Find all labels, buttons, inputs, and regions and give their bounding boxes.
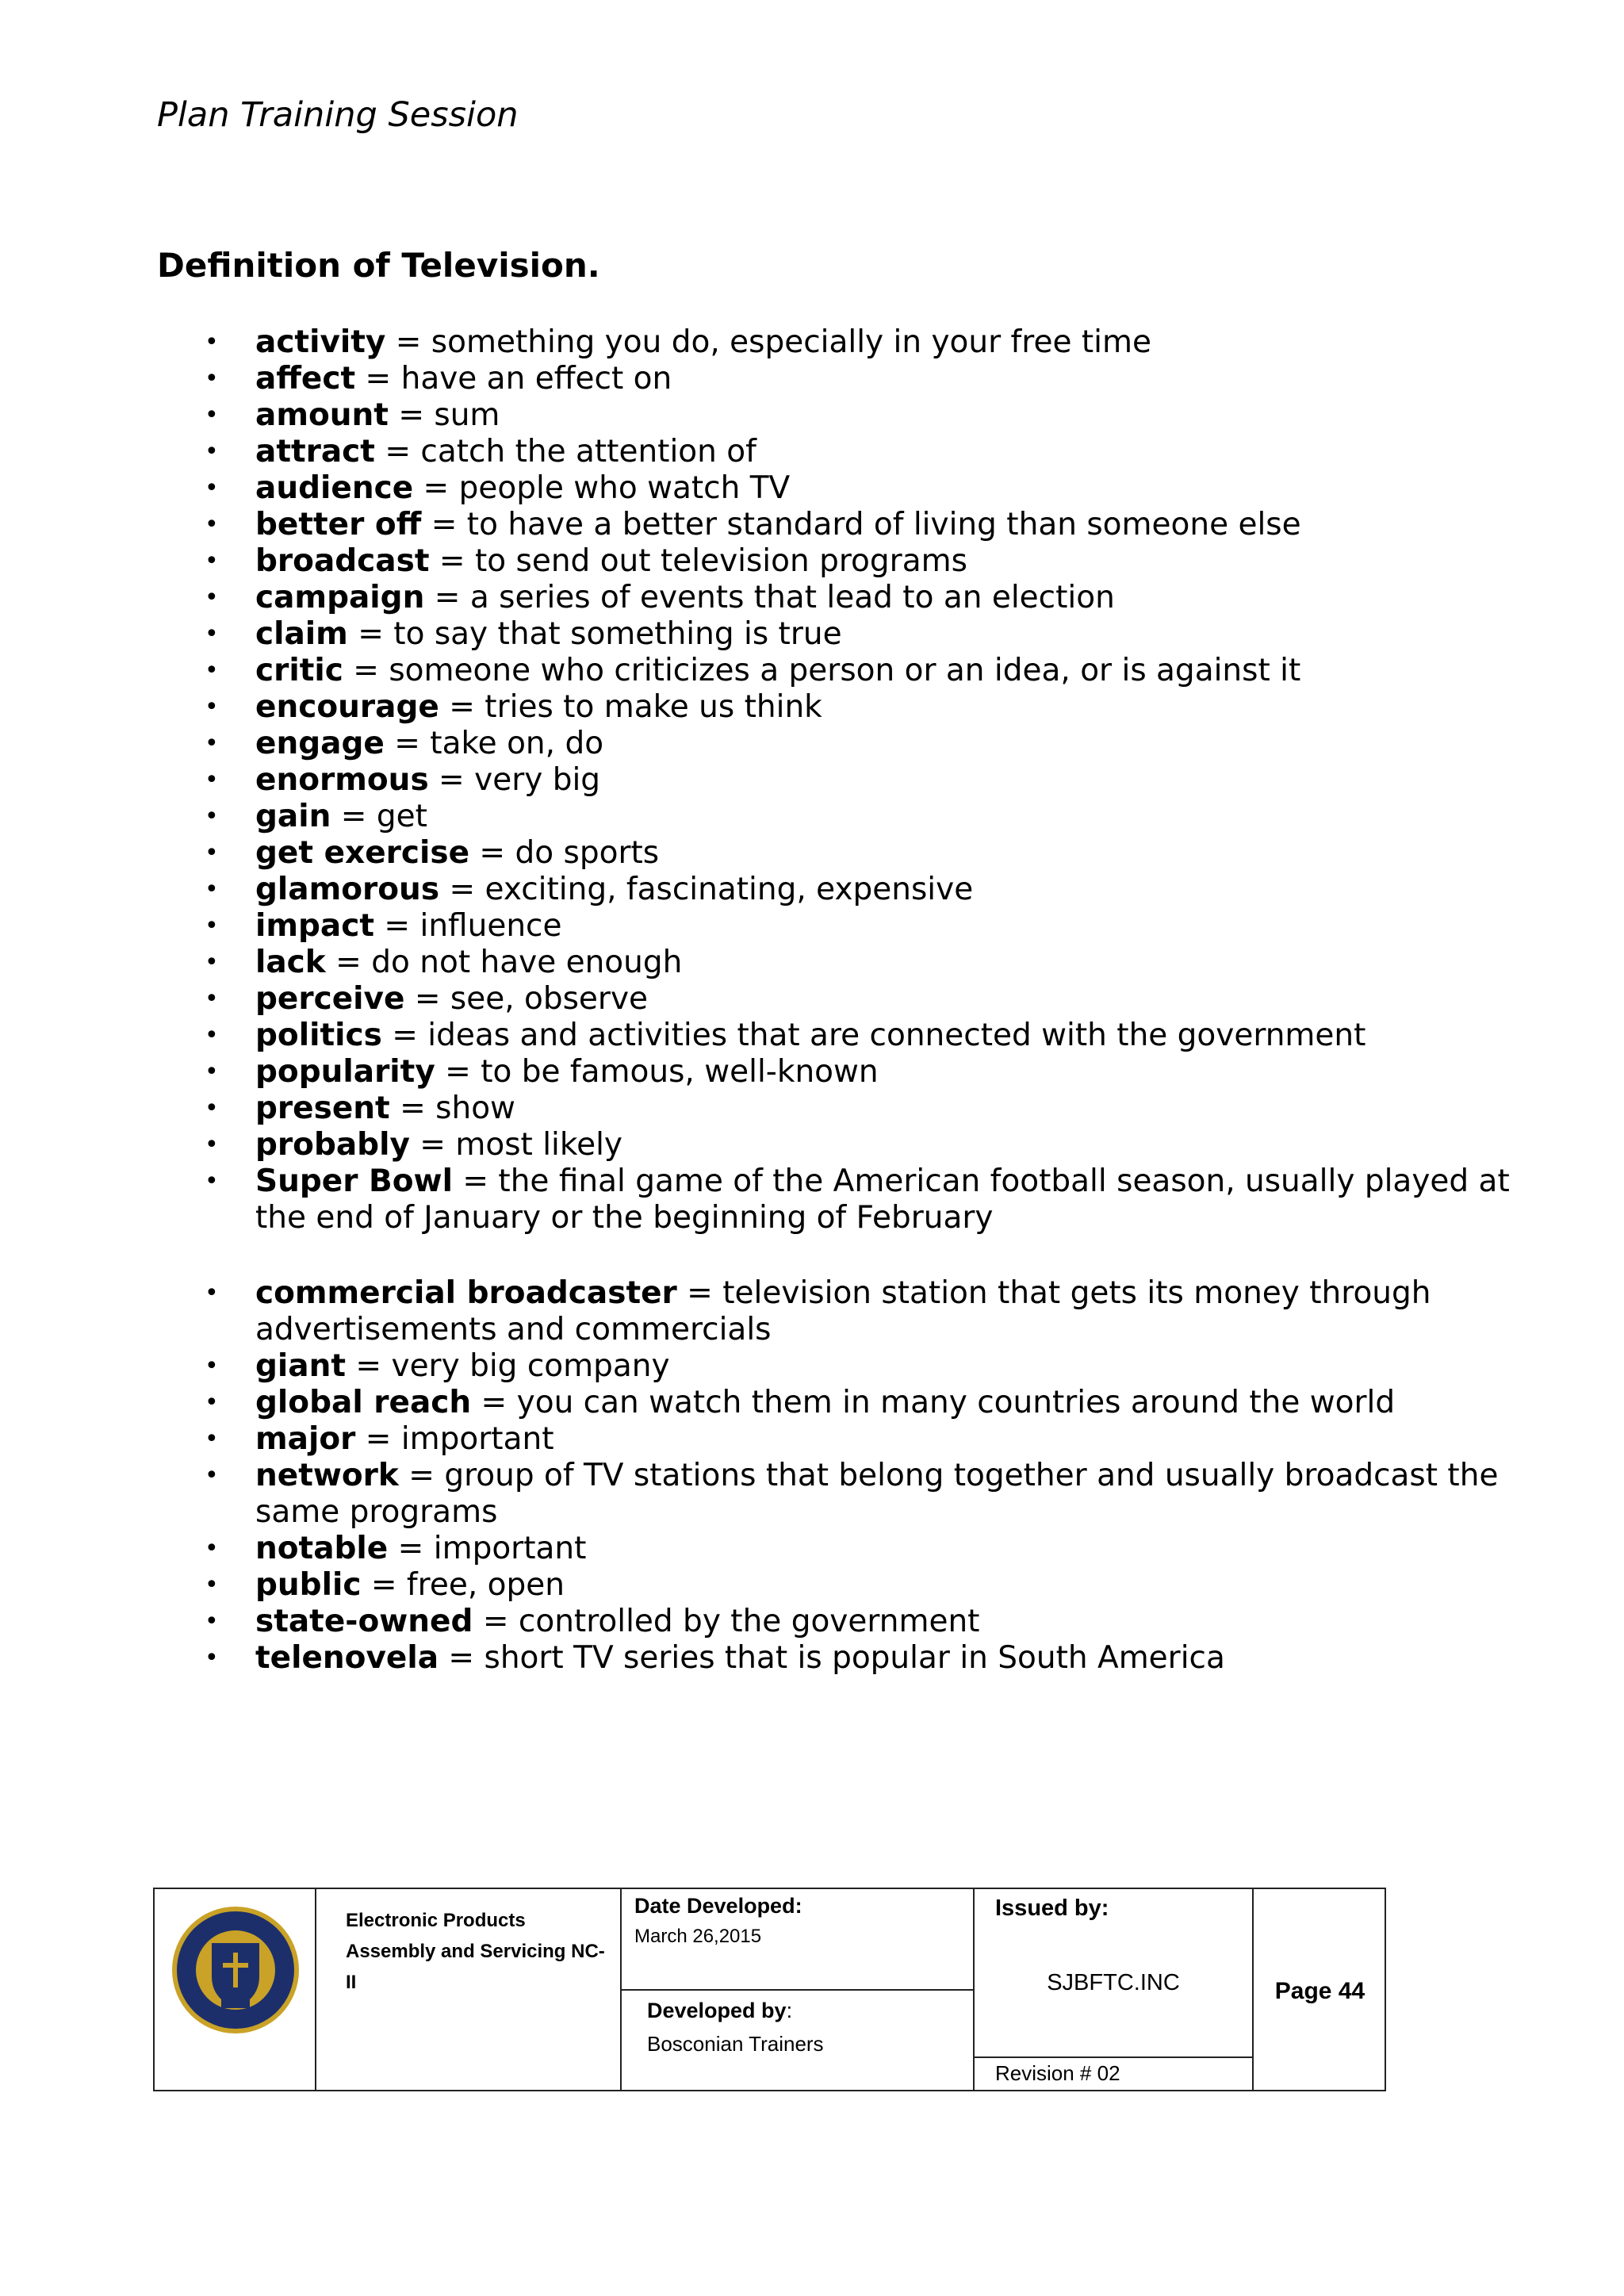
definition-item	[157, 762, 1521, 799]
bullet-icon: •	[205, 1608, 219, 1635]
definition-item	[157, 324, 1521, 361]
footer-date-cell	[622, 1889, 975, 1991]
footer-logo-cell	[155, 1889, 316, 2090]
date-developed-value: March 26,2015	[634, 1926, 762, 1947]
definition-list-part2	[157, 1275, 1521, 1677]
bullet-icon: •	[205, 365, 219, 393]
definition-term: perceive	[255, 981, 405, 1017]
definition-term: impact	[255, 908, 375, 944]
definition-text: = to be famous, well-known	[435, 1054, 879, 1090]
definition-text: = you can watch them in many countries around the world	[471, 1385, 1396, 1420]
course-line-3: II	[346, 1972, 357, 1993]
bullet-icon: •	[205, 803, 219, 830]
definition-term: present	[255, 1091, 390, 1126]
definition-text: = people who watch TV	[413, 470, 791, 506]
definition-term: enormous	[255, 762, 429, 798]
definition-item	[157, 835, 1521, 872]
bullet-icon: •	[205, 438, 219, 466]
definition-text: = catch the attention of	[374, 434, 756, 470]
definition-item	[157, 1458, 1521, 1531]
definition-text: = see, observe	[404, 981, 649, 1017]
definition-text: = the final game of the American football season, usually played at the end of January or the beginning of February	[255, 1163, 1510, 1236]
definition-text: = ideas and activities that are connected with the government	[381, 1018, 1366, 1053]
definition-term: public	[255, 1567, 362, 1603]
bullet-icon: •	[205, 474, 219, 502]
definition-term: broadcast	[255, 543, 430, 579]
definition-text: = get	[331, 799, 427, 834]
definition-term: get exercise	[255, 835, 470, 871]
bullet-icon: •	[205, 1425, 219, 1453]
definition-term: attract	[255, 434, 375, 470]
developed-by-value: Bosconian Trainers	[647, 2032, 824, 2056]
definition-term: affect	[255, 361, 356, 397]
definition-item	[157, 872, 1521, 908]
definition-text: = very big company	[346, 1348, 670, 1384]
definition-text: = to say that something is true	[347, 616, 842, 652]
bullet-icon: •	[205, 1094, 219, 1122]
definition-term: notable	[255, 1531, 389, 1566]
definition-text: = very big	[428, 762, 601, 798]
definition-item	[157, 1163, 1521, 1236]
definition-item	[157, 1348, 1521, 1385]
definition-term: telenovela	[255, 1640, 439, 1676]
bullet-icon: •	[205, 766, 219, 794]
bullet-icon: •	[205, 1462, 219, 1489]
definition-text: = take on, do	[384, 726, 604, 761]
definition-text: = controlled by the government	[473, 1604, 980, 1639]
definition-text: = television station that gets its money through advertisements and commercials	[255, 1275, 1431, 1347]
bullet-icon: •	[205, 657, 219, 684]
bullet-icon: •	[205, 876, 219, 903]
bullet-icon: •	[205, 1279, 219, 1307]
definition-item	[157, 945, 1521, 981]
bullet-icon: •	[205, 985, 219, 1013]
definition-text: = do not have enough	[325, 945, 683, 980]
bullet-icon: •	[205, 693, 219, 721]
definition-item	[157, 1604, 1521, 1640]
footer-developed-cell	[622, 1991, 975, 2091]
definition-text: = exciting, fascinating, expensive	[439, 872, 974, 907]
definition-text: = free, open	[361, 1567, 565, 1603]
definition-text: = show	[389, 1091, 515, 1126]
bullet-icon: •	[205, 328, 219, 356]
bullet-icon: •	[205, 511, 219, 539]
definition-item	[157, 1640, 1521, 1677]
definition-text: = sum	[388, 397, 500, 433]
course-line-2: Assembly and Servicing NC-	[346, 1941, 605, 1962]
definition-text: = influence	[374, 908, 562, 944]
definition-item	[157, 397, 1521, 434]
revision-number: Revision # 02	[995, 2061, 1120, 2085]
bullet-icon: •	[205, 1131, 219, 1159]
footer-table	[153, 1888, 1386, 2091]
definition-item	[157, 434, 1521, 470]
definition-term: commercial broadcaster	[255, 1275, 677, 1311]
definition-item	[157, 689, 1521, 726]
definition-item	[157, 1054, 1521, 1091]
definition-term: glamorous	[255, 872, 440, 907]
definition-term: Super Bowl	[255, 1163, 453, 1199]
definition-item	[157, 1018, 1521, 1054]
school-logo-icon	[170, 1905, 301, 2035]
definition-term: encourage	[255, 689, 439, 725]
definition-text: = important	[355, 1421, 554, 1457]
definition-term: engage	[255, 726, 385, 761]
bullet-icon: •	[205, 1389, 219, 1416]
bullet-icon: •	[205, 912, 219, 940]
definition-text: = a series of events that lead to an election	[424, 580, 1115, 615]
bullet-icon: •	[205, 839, 219, 867]
footer-revision-cell	[975, 2058, 1254, 2091]
header-title: Plan Training Session	[157, 95, 519, 135]
definition-item	[157, 1385, 1521, 1421]
bullet-icon: •	[205, 547, 219, 575]
definition-item	[157, 799, 1521, 835]
definition-list-part1	[157, 324, 1521, 1236]
definition-text: = short TV series that is popular in South America	[439, 1640, 1225, 1676]
page-number: Page 44	[1274, 1978, 1365, 2004]
issued-by-value: SJBFTC.INC	[1047, 1970, 1180, 1995]
definition-item	[157, 908, 1521, 945]
definition-item	[157, 1275, 1521, 1348]
footer-page-cell	[1254, 1889, 1386, 2090]
definition-term: network	[255, 1458, 399, 1493]
definition-text: = to have a better standard of living than someone else	[421, 507, 1301, 542]
bullet-icon: •	[205, 1571, 219, 1599]
definition-item	[157, 616, 1521, 653]
bullet-icon: •	[205, 1022, 219, 1049]
definition-text: = someone who criticizes a person or an idea, or is against it	[343, 653, 1301, 688]
definition-text: = to send out television programs	[429, 543, 967, 579]
definition-term: better off	[255, 507, 422, 542]
definition-term: gain	[255, 799, 331, 834]
definition-term: politics	[255, 1018, 382, 1053]
definition-text: = something you do, especially in your free time	[385, 324, 1151, 360]
footer-course-cell	[316, 1889, 622, 2090]
definition-term: global reach	[255, 1385, 472, 1420]
issued-by-label: Issued by:	[995, 1895, 1109, 1921]
definition-text: = group of TV stations that belong together and usually broadcast the same programs	[255, 1458, 1499, 1530]
bullet-icon: •	[205, 1535, 219, 1562]
definition-item	[157, 653, 1521, 689]
definition-term: audience	[255, 470, 414, 506]
definition-text: = most likely	[409, 1127, 622, 1163]
definition-item	[157, 361, 1521, 397]
course-line-1: Electronic Products	[346, 1910, 526, 1931]
definition-term: claim	[255, 616, 348, 652]
bullet-icon: •	[205, 620, 219, 648]
definition-term: giant	[255, 1348, 347, 1384]
bullet-icon: •	[205, 401, 219, 429]
definition-term: activity	[255, 324, 386, 360]
definition-term: state-owned	[255, 1604, 473, 1639]
bullet-icon: •	[205, 730, 219, 757]
definition-item	[157, 1091, 1521, 1127]
footer-issued-cell	[975, 1889, 1254, 2058]
definition-term: major	[255, 1421, 356, 1457]
definition-term: probably	[255, 1127, 410, 1163]
definition-text: = important	[388, 1531, 587, 1566]
definition-item	[157, 1531, 1521, 1567]
bullet-icon: •	[205, 1058, 219, 1086]
definition-item	[157, 726, 1521, 762]
definition-item	[157, 580, 1521, 616]
definition-item	[157, 1421, 1521, 1458]
definition-term: lack	[255, 945, 326, 980]
definition-text: = tries to make us think	[439, 689, 822, 725]
definition-term: campaign	[255, 580, 425, 615]
date-developed-label: Date Developed:	[634, 1894, 802, 1918]
definition-term: critic	[255, 653, 343, 688]
definition-text: = do sports	[469, 835, 660, 871]
developed-by-label: Developed by:	[647, 1999, 793, 2022]
definition-item	[157, 470, 1521, 507]
definition-term: amount	[255, 397, 389, 433]
definition-item	[157, 1567, 1521, 1604]
definition-text: = have an effect on	[355, 361, 672, 397]
section-heading: Definition of Television.	[157, 246, 600, 285]
definition-item	[157, 507, 1521, 543]
bullet-icon: •	[205, 1167, 219, 1195]
bullet-icon: •	[205, 1352, 219, 1380]
definition-item	[157, 543, 1521, 580]
bullet-icon: •	[205, 1644, 219, 1672]
definition-item	[157, 981, 1521, 1018]
definition-item	[157, 1127, 1521, 1163]
bullet-icon: •	[205, 584, 219, 611]
bullet-icon: •	[205, 949, 219, 976]
definition-term: popularity	[255, 1054, 435, 1090]
